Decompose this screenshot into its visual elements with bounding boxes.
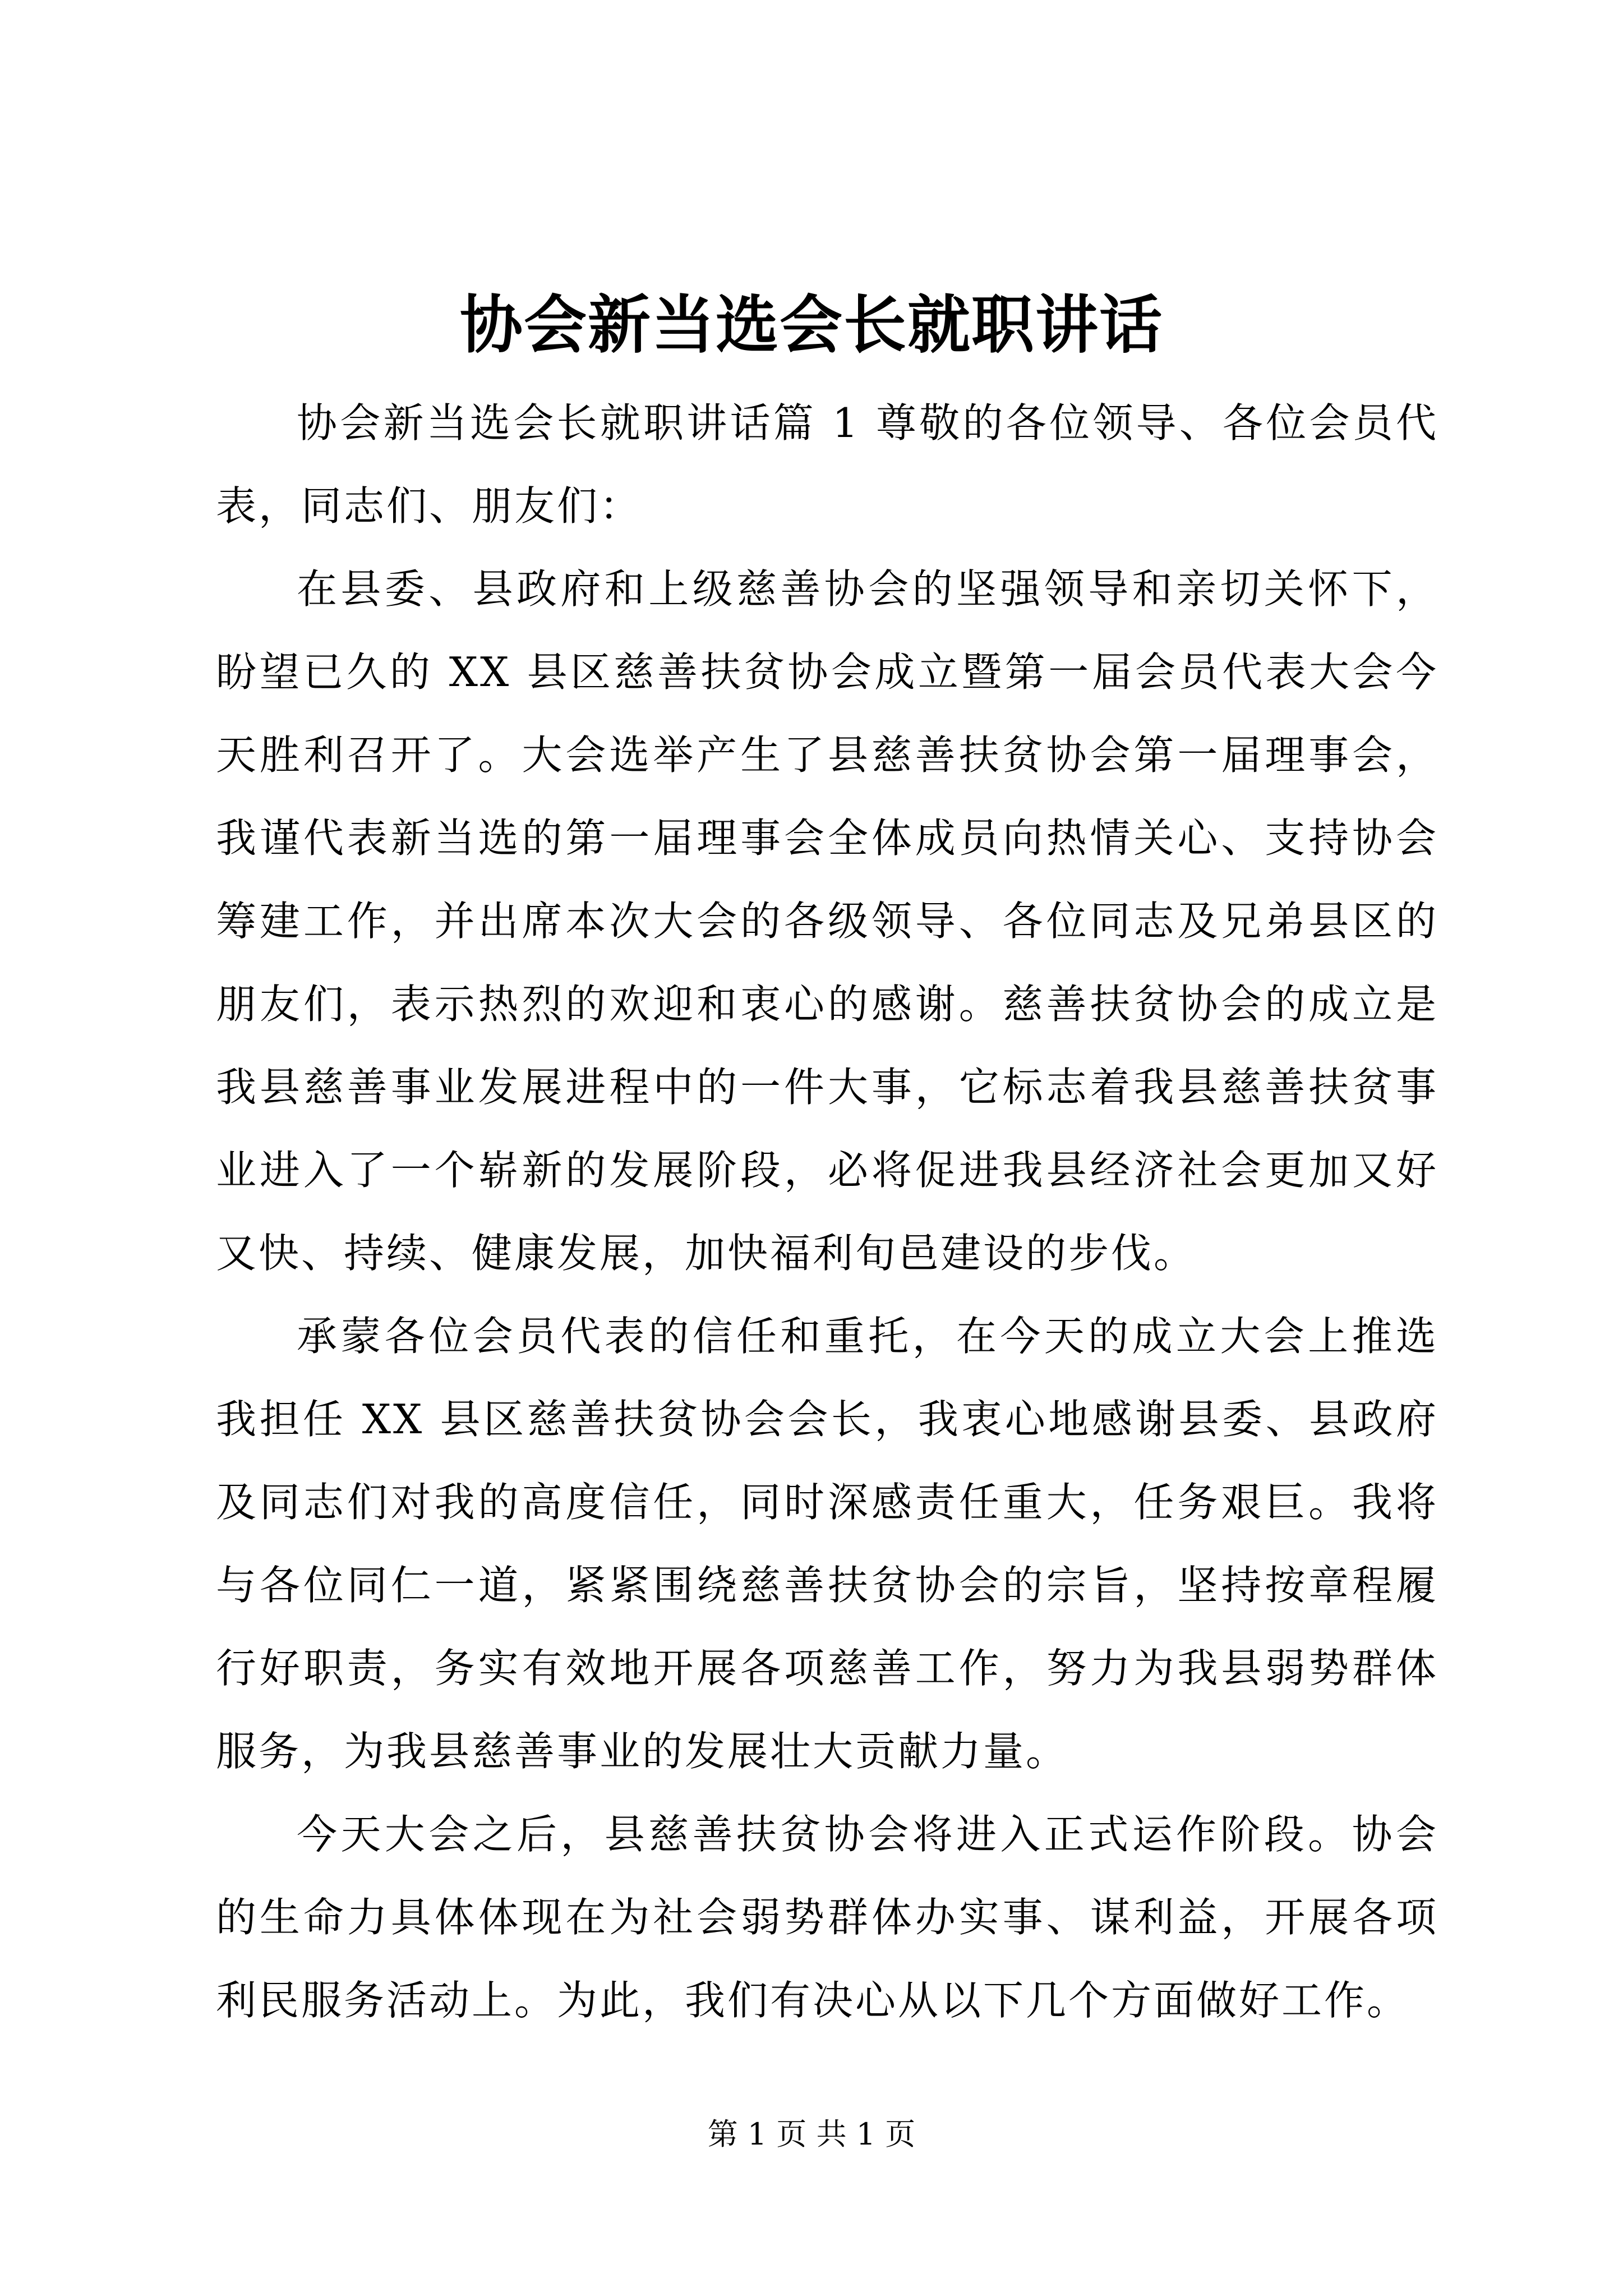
page-footer: 第 1 页 共 1 页 <box>707 2116 916 2152</box>
document-title: 协会新当选会长就职讲话 <box>460 288 1163 362</box>
paragraph-outlook: 今天大会之后，县慈善扶贫协会将进入正式运作阶段。协会的生命力具体体现在为社会弱势群体办实事、谋利益，开展各项利民服务活动上。为此，我们有决心从以下几个方面做好工作。 <box>216 1811 1438 2024</box>
paragraph-salutation: 协会新当选会长就职讲话篇 1 尊敬的各位领导、各位会员代表，同志们、朋友们： <box>216 399 1438 530</box>
paragraph-opening: 在县委、县政府和上级慈善协会的坚强领导和亲切关怀下，盼望已久的 XX 县区慈善扶贫协会成立暨第一届会员代表大会今天胜利召开了。大会选举产生了县慈善扶贫协会第一届理事会，我谨代表新当选的第一届理事会全体成员向热情关心、支持协会筹建工作，并出席本次大会的各级领导、各位同志及兄弟县区的朋友们，表示热烈的欢迎和衷心的感谢。慈善扶贫协会的成立是我县慈善事业发展进程中的一件大事，它标志着我县慈善扶贫事业进入了一个崭新的发展阶段，必将促进我县经济社会更加又好又快、持续、健康发展，加快福利旬邑建设的步伐。 <box>216 565 1438 1277</box>
document-body <box>216 381 1438 2042</box>
paragraph-acceptance: 承蒙各位会员代表的信任和重托，在今天的成立大会上推选我担任 XX 县区慈善扶贫协会会长，我衷心地感谢县委、县政府及同志们对我的高度信任，同时深感责任重大，任务艰巨。我将与各位同仁一道，紧紧围绕慈善扶贫协会的宗旨，坚持按章程履行好职责，务实有效地开展各项慈善工作，努力为我县弱势群体服务，为我县慈善事业的发展壮大贡献力量。 <box>216 1313 1438 1775</box>
